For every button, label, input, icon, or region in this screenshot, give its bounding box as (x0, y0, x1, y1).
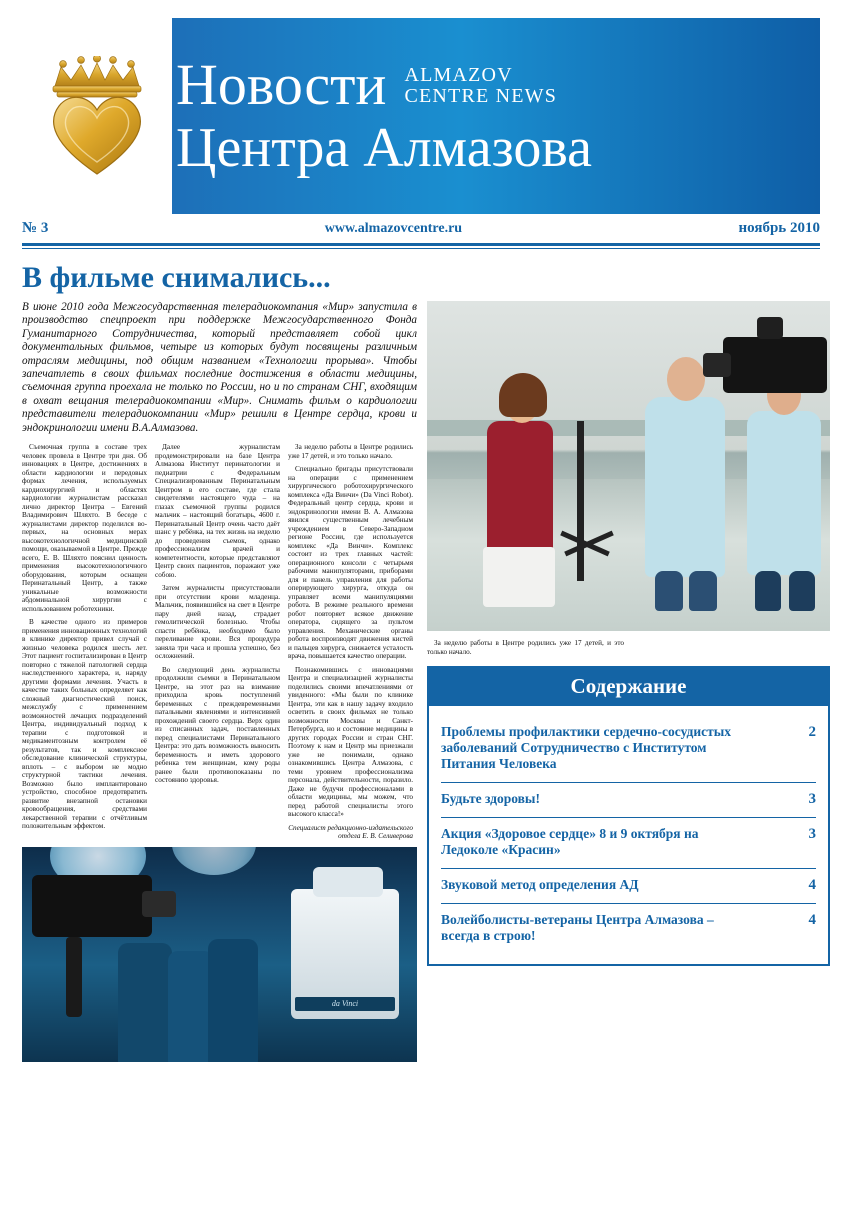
article-column-3 (288, 443, 413, 841)
article-columns (22, 443, 417, 841)
list-item[interactable] (441, 869, 816, 904)
left-column (22, 301, 417, 1062)
masthead (22, 18, 820, 214)
toc-item-page: 3 (808, 826, 816, 842)
paragraph: Познакомившись с инновациями Центра и специализацией журналисты поделились своими впечатлениями от увиденного: «Мы были по клинике Центра, эти как в нашу задачу входило осветить в своих фильмах не только возможности Москвы и Санкт-Петербурга, но и состояние медицины в других городах России и стран СНГ. Поэтому к нам и Центр мы приезжали уже не понимали, однако ознакомившись Центра Алмазова, с теми уровнем профессионализма персонала, действительности, поразило. Даже не будучи профессионалами в области медицины, мы можем, что перед работой специалисты этого высокого класса!» (288, 665, 413, 819)
photo-davinci-operating-room (22, 847, 417, 1062)
masthead-title-line1: Новости (176, 52, 387, 117)
list-item[interactable] (441, 904, 816, 954)
toc-item-label: Волейболисты-ветераны Центра Алмазова – всегда в строю! (441, 912, 714, 943)
toc-item-page: 2 (808, 724, 816, 740)
toc-item-label: Акция «Здоровое сердце» 8 и 9 октября на Ледоколе «Красин» (441, 826, 699, 857)
photo-film-crew-corridor (427, 301, 830, 631)
surgeon-figure (208, 939, 258, 1062)
list-item[interactable] (441, 818, 816, 869)
main-content (22, 301, 820, 1062)
website-url[interactable]: www.almazovcentre.ru (324, 220, 463, 236)
heart-icon (43, 90, 151, 176)
toc-title: Содержание (429, 668, 828, 706)
tripod-icon (577, 421, 584, 581)
person-doctor-blue-gown (639, 343, 735, 611)
paragraph: Специально бригады присутствовали на операции с применением хирургического роботохирургического комплекса «Да Винчи» (Da Vinci Robot). Федеральный центр сердца, крови и эндокринологии имени В. А. Алмазова явился существенным лечебным учреждением в Северо-Западном регионе России, где используется комплекс «Да Винчи». Комплекс состоит из трех главных частей: операционного консоли с четырьмя рабочими манипуляторами, приборами для и панель управления для работы оперирующего хирурга, откуда он управляет всеми манипуляциями робота. В режиме реального времени робот повторяет всякое движение оператора, сидящего за пультом управления. Механические органы робота воспроизводят движения кистей и пальцев хирурга, снижается усталость врача, повышается качество операции. (288, 465, 413, 661)
table-of-contents (427, 666, 830, 966)
paragraph: Во следующий день журналисты продолжили съемки в Перинатальном Центре, на этот раз на взимание приходила кровь поступлений беременных с преждевременными патальными явлениями и интенсивней прохождений своего сердца. Верх один из списанных задач, поставленных перед специалистами Перинатального Центра: это дать возможность выносить беременность и иметь здорового ребенка тем женщинам, кому роды ранее были противопоказаны по состоянию здоровья. (155, 665, 280, 785)
divider-thin (22, 248, 820, 249)
paragraph: Далее журналистам продемонстрировали на базе Центра Алмазова Институт перинатологии и педиатрии с Федеральным Специализированным Перинатальным Центром в его составе, где стала свидетелями настоящего чуда – на глазах съемочной группы родился мальчик – настоящий богатырь, 4600 г. Перинатальный Центр очень часто даёт шанс у ребёнка, на тех жизнь на неделю до проведения съемок, однако профессионализм врачей и компетентности, которые представляют Центр своих пациентов, поражают уже собою. (155, 443, 280, 579)
page-title: В фильме снимались... (22, 261, 331, 294)
article-lead: В июне 2010 года Межгосударственная телерадиокомпания «Мир» запустила в производство спецпроект при поддержке Межгосударственного Фонда Гуманитарного Сотрудничества, который представляет собой цикл документальных фильмов, четыре из которых будут посвящены различным отраслям медицины, под общим названием «Технологии прорыва». Чтобы запечатлеть в своих фильмах последние достижения в области медицины, съемочная группа проехала не только по России, но и по странам СНГ, входящим в охват вещания телерадиокомпании «Мир». Снимать фильм о кардиологии представители телерадиокомпании «Мир» решили в Центре сердца, крови и эндокринологии имени В.А.Алмазова. (22, 301, 417, 434)
toc-item-page: 4 (808, 912, 816, 928)
newspaper-page (0, 18, 842, 1209)
video-camera-icon (32, 875, 152, 937)
list-item[interactable] (441, 716, 816, 783)
tripod-icon (66, 937, 82, 1017)
issue-date: ноябрь 2010 (738, 220, 820, 236)
masthead-title-en (404, 65, 557, 107)
article-right-text (427, 639, 830, 656)
masthead-title-line2: Центра Алмазова (176, 117, 592, 179)
paragraph: В качестве одного из примеров применения инновационных технологий в клинике директор привел случай с жизнью человека родился шесть лет. Этот пациент госпитализирован в Центр повторно с тяжелой патологией сердца наследственного характера, и, наряду другими формами лечения. Участь в качестве таких больных определяет как сложный диагностический поиск, межслужбу с применением возможностей лечащих подразделений Центра, индивидуальный подход к терапии с подготовкой и медикаментозным контролем её результатов, так и комплексное обследование клинической структуры, вплоть – с выбором не модно структурной тактики лечения. Возможно было имплантировано устройство, способное предотвратить развитие внезапной остановки кровообращения, средствами лекарственной терапии с отчётливым положительным эффектом. (22, 618, 147, 831)
divider-thick (22, 243, 820, 246)
article-column-1 (22, 443, 147, 841)
toc-item-page: 3 (808, 791, 816, 807)
masthead-en-line1: ALMAZOV (404, 64, 513, 86)
almazov-crown-heart-logo (41, 56, 153, 176)
paragraph: За неделю работы в Центре родились уже 17 детей, и это только начало. (288, 443, 413, 460)
toc-item-page: 4 (808, 877, 816, 893)
masthead-titles (172, 14, 820, 218)
issue-number: № 3 (22, 220, 49, 236)
video-camera-icon (723, 337, 827, 393)
surgeon-figure (118, 943, 172, 1062)
logo-container (22, 18, 172, 214)
toc-item-label: Звуковой метод определения АД (441, 877, 639, 892)
toc-item-label: Будьте здоровы! (441, 791, 540, 806)
issue-info-bar (22, 220, 820, 243)
person-interviewer (479, 361, 565, 611)
paragraph: Съемочная группа в составе трех человек провела в Центре три дня. Об инновациях в Центре, достижениях в области кардиологии и передовых формах лечения, используемых кардиохирургией и областях кардиологии журналистам рассказал лично директор Центра – Евгений Владимирович Шляхто. В беседе с журналистами директор поделился во-первых, на основных мерах высокотехнологичной медицинской помощи, оказываемой в Центре. Прежде всего, Е. В. Шляхто пояснил ценность применения высокотехнологичного оборудования, которым оснащен Перинатальный Центр, а также уникальные возможности абдоминальной хирургии с использованием роботехники. (22, 443, 147, 613)
article-signature: Специалист редакционно-издательского отдела Е. В. Селиверова (288, 823, 413, 841)
paragraph: За неделю работы в Центре родились уже 17 детей, и это только начало. (427, 639, 624, 656)
toc-body (429, 706, 828, 964)
davinci-label: da Vinci (295, 997, 395, 1011)
masthead-en-line2: CENTRE NEWS (404, 85, 558, 107)
list-item[interactable] (441, 783, 816, 818)
paragraph: Затем журналисты присутствовали при отсутствии крови младенца. Мальчик, появившийся на свет в Центре пару дней назад, страдает гемолитической болезнью. Чтобы спасти ребёнка, необходимо было переливание крови. Вся процедура заняла три часа и прошла успешно, без осложнений. (155, 584, 280, 661)
article-column-2 (155, 443, 280, 841)
toc-item-label: Проблемы профилактики сердечно-сосудистых заболеваний Сотрудничество с Институтом Питания Человека (441, 724, 732, 771)
right-column (427, 301, 830, 1062)
